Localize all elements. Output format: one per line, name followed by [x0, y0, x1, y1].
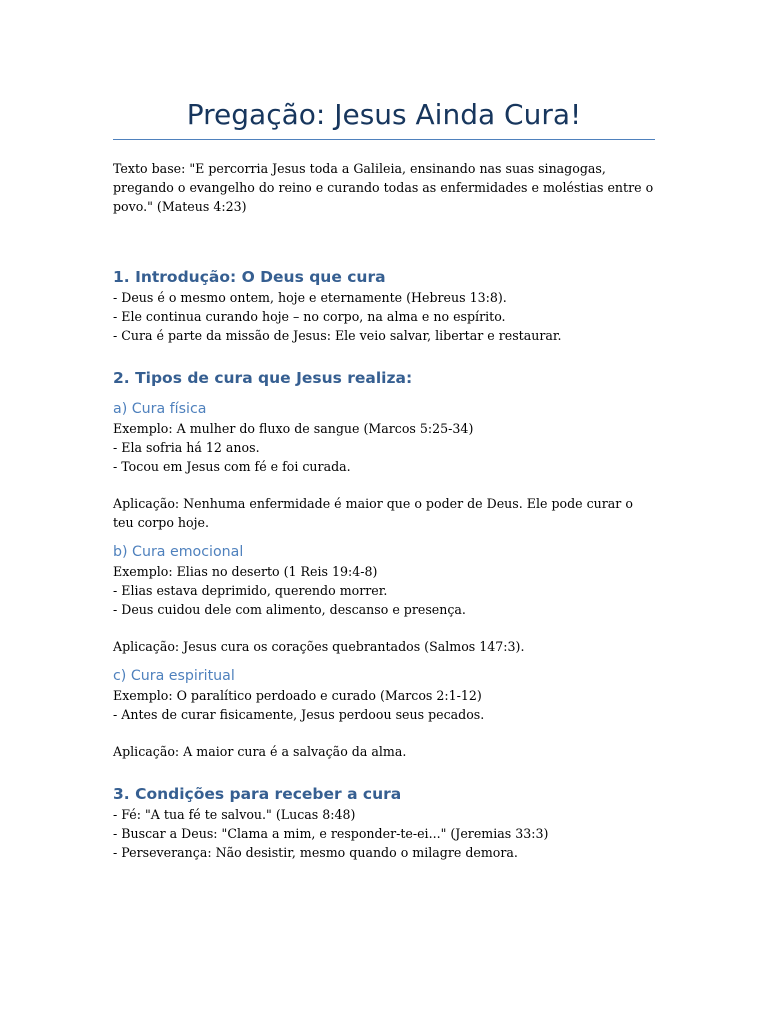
section-2-heading: 2. Tipos de cura que Jesus realiza: [113, 369, 413, 387]
subsection-c-line: Exemplo: O paralítico perdoado e curado (Marcos 2:1-12) [113, 688, 482, 703]
spacer [113, 619, 655, 637]
spacer [113, 724, 655, 742]
document-title: Pregação: Jesus Ainda Cura! [186, 98, 582, 131]
subsection-c-heading: c) Cura espiritual [113, 668, 235, 684]
section-3-line: - Fé: "A tua fé te salvou." (Lucas 8:48) [113, 807, 356, 822]
spacer [113, 476, 655, 494]
subsection-b-application: Aplicação: Jesus cura os corações quebrantados (Salmos 147:3). [113, 639, 525, 654]
document-body [113, 159, 655, 862]
base-text-paragraph: Texto base: "E percorria Jesus toda a Galileia, ensinando nas suas sinagogas, pregando o evangelho do reino e curando todas as enfermidades e moléstias entre o povo." (Mateus 4:23) [113, 161, 654, 214]
subsection-a-application: Aplicação: Nenhuma enfermidade é maior que o poder de Deus. Ele pode curar o teu corpo hoje. [113, 496, 633, 530]
section-3-heading: 3. Condições para receber a cura [113, 785, 402, 803]
subsection-b-line: - Deus cuidou dele com alimento, descanso e presença. [113, 602, 466, 617]
title-divider [113, 139, 655, 140]
subsection-c-line: - Antes de curar fisicamente, Jesus perdoou seus pecados. [113, 707, 485, 722]
section-3-line: - Perseverança: Não desistir, mesmo quando o milagre demora. [113, 845, 518, 860]
section-1-line: - Deus é o mesmo ontem, hoje e eternamente (Hebreus 13:8). [113, 290, 507, 305]
section-1-line: - Ele continua curando hoje – no corpo, na alma e no espírito. [113, 309, 506, 324]
subsection-b-line: Exemplo: Elias no deserto (1 Reis 19:4-8) [113, 564, 378, 579]
subsection-a-heading: a) Cura física [113, 401, 207, 417]
section-3-line: - Buscar a Deus: "Clama a mim, e responder-te-ei..." (Jeremias 33:3) [113, 826, 549, 841]
subsection-b-line: - Elias estava deprimido, querendo morrer. [113, 583, 388, 598]
subsection-a-line: - Tocou em Jesus com fé e foi curada. [113, 459, 351, 474]
subsection-a-line: - Ela sofria há 12 anos. [113, 440, 260, 455]
subsection-a-line: Exemplo: A mulher do fluxo de sangue (Marcos 5:25-34) [113, 421, 474, 436]
section-1-heading: 1. Introdução: O Deus que cura [113, 268, 386, 286]
subsection-c-application: Aplicação: A maior cura é a salvação da alma. [113, 744, 407, 759]
subsection-b-heading: b) Cura emocional [113, 544, 244, 560]
section-1-line: - Cura é parte da missão de Jesus: Ele veio salvar, libertar e restaurar. [113, 328, 562, 343]
